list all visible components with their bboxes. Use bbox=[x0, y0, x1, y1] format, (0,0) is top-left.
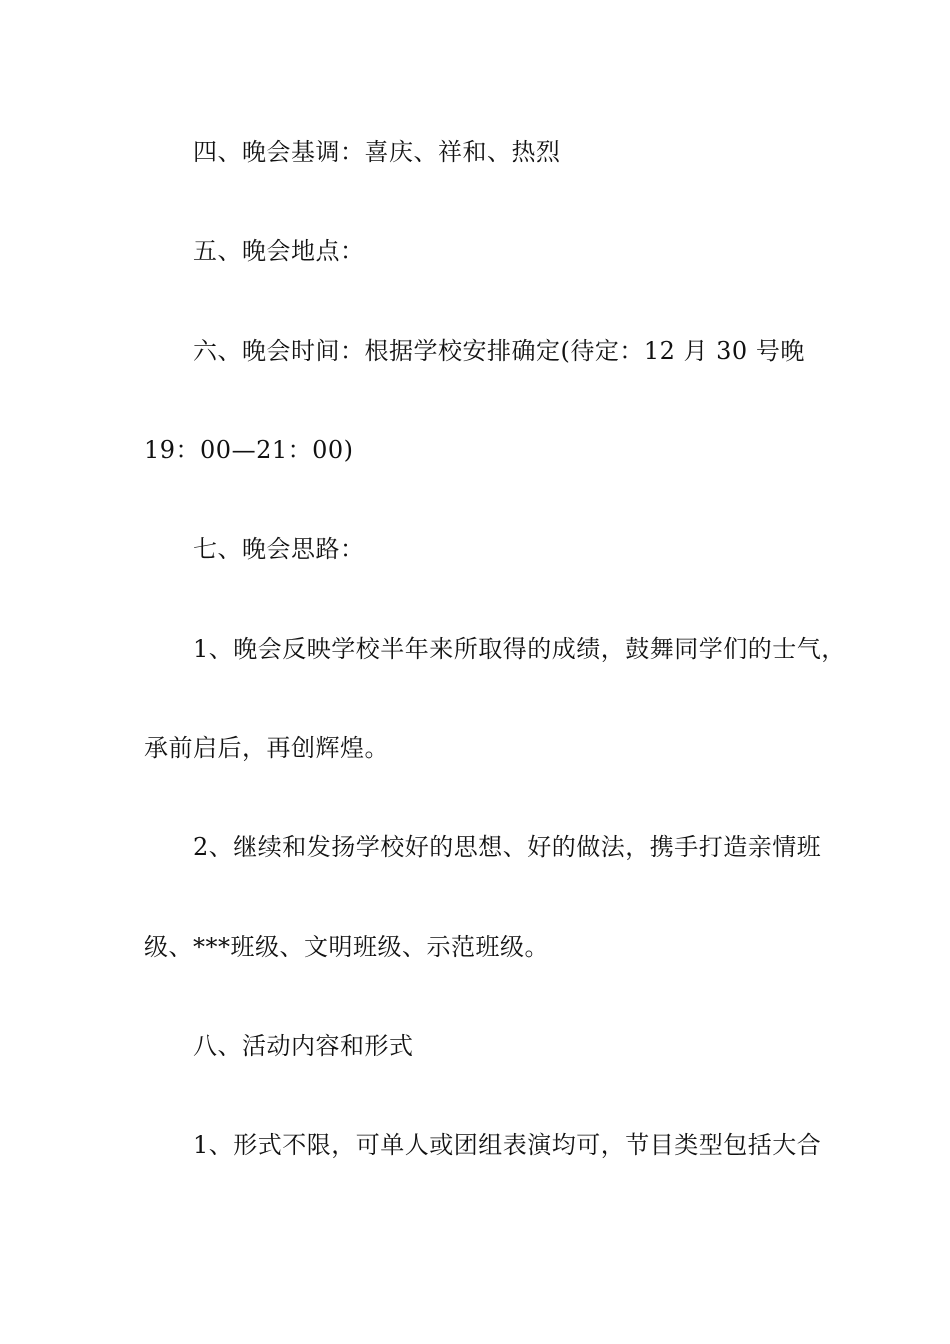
idea-2-paragraph-continued: 级、***班级、文明班级、示范班级。 bbox=[144, 933, 549, 961]
section-6-time-continued: 19：00—21：00) bbox=[144, 436, 354, 464]
section-8-content-form: 八、活动内容和形式 bbox=[193, 1032, 414, 1060]
content-1-paragraph: 1、形式不限，可单人或团组表演均可，节目类型包括大合 bbox=[193, 1131, 822, 1159]
idea-1-paragraph-continued: 承前启后，再创辉煌。 bbox=[144, 734, 389, 762]
idea-2-paragraph: 2、继续和发扬学校好的思想、好的做法，携手打造亲情班 bbox=[193, 833, 822, 861]
idea-1-paragraph: 1、晚会反映学校半年来所取得的成绩，鼓舞同学们的士气， bbox=[193, 635, 846, 663]
section-7-ideas: 七、晚会思路： bbox=[193, 535, 365, 563]
section-6-time: 六、晚会时间：根据学校安排确定(待定：12 月 30 号晚 bbox=[193, 337, 805, 365]
section-5-venue: 五、晚会地点： bbox=[193, 237, 365, 265]
section-4-tone: 四、晚会基调：喜庆、祥和、热烈 bbox=[193, 138, 561, 166]
